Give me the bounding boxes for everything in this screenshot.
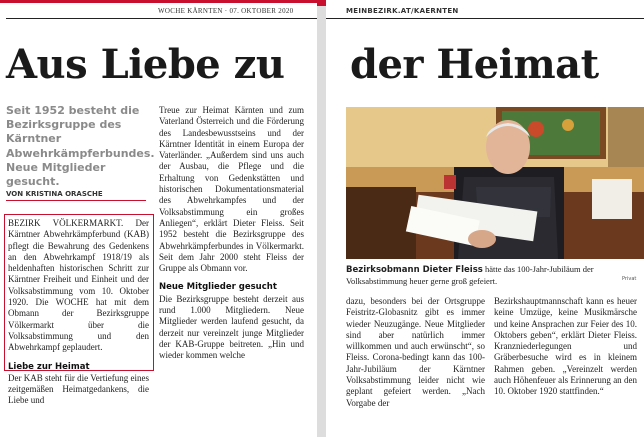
column-2-paragraph-1: Treue zur Heimat Kärnten und zum Vaterland Österreich und die Förderung des Landesbewusstseins und der Kärntner Identität in einem Europa der Vaterländer. „Außerdem sind uns auch der Ausbau, die Pflege und die Erhaltung von Gedenkstätten und historischen Dokumentationsmaterial des Abwehrkampfes und der Volksabstimmung ein großes Anliegen“, erklärt Dieter Fleiss. Seit 1952 besteht die Bezirksgruppe des Abwehrkämpferbundes in Völkermarkt. Seit dem Jahr 2000 steht Fleiss der Gruppe als Obmann vor. (159, 105, 304, 274)
column-2 (159, 105, 304, 362)
column-3-paragraph-1: dazu, besonders bei der Ortsgruppe Feistritz-Globasnitz gibt es immer wieder Neuzugänge. Neue Mitglieder sind aber natürlich immer willkommen und auch erwünscht“, so Fleiss. Corona-bedingt kann das 100-Jahr-Jubiläum der Kärntner Volksabstimmung leider nicht wie geplant gefeiert werden. „Nach Vorgabe der (346, 296, 485, 408)
page-gutter (317, 0, 326, 437)
photo-dieter-fleiss (346, 107, 644, 259)
column-4 (494, 296, 637, 398)
headline-right: der Heimat (350, 41, 599, 88)
photo-credit: Privat (622, 276, 637, 282)
column-2-paragraph-2: Die Bezirksgruppe besteht derzeit aus rund 1.000 Mitgliedern. Neue Mitglieder werden laufend gesucht, da derzeit nur vereinzelt junge Mitglieder der KAB-Gruppe beitreten. „Hin und wieder kommen welche (159, 293, 304, 361)
caption-text: hätte das 100-Jahr-Jubiläum der Volksabstimmung heuer gerne groß gefeiert. (346, 264, 594, 286)
right-page (326, 0, 644, 437)
column-1 (8, 218, 149, 407)
column-1-paragraph-2: Der KAB steht für die Vertiefung eines zeitgemäßen Heimatgedankens, die Liebe und (8, 372, 149, 406)
column-3 (346, 296, 485, 409)
lead-paragraph: Seit 1952 besteht die Bezirksgruppe des Kärntner Abwehrkämpferbundes. Neue Mitglieder gesucht. (6, 104, 155, 189)
subhead-neue-mitglieder: Neue Mitglieder gesucht (159, 282, 277, 293)
photo-caption (346, 264, 620, 287)
header-rule-right (326, 18, 644, 19)
column-4-paragraph-1: Bezirkshauptmannschaft kann es heuer keine Umzüge, keine Musikmärsche und keine Ansprachen zur Feier des 10. Oktobers geben“, erklärt Dieter Fleiss. Kranzniederlegungen und Gräberbesuche wird es in kleinem Rahmen geben. „Vereinzelt werden auch Höhenfeuer als Erinnerung an den 10. Oktober 1920 stattfinden.“ (494, 296, 637, 397)
gutter-red-tab (317, 0, 326, 6)
caption-name: Bezirksobmann Dieter Fleiss (346, 265, 483, 275)
column-1-paragraph-1: BEZIRK VÖLKERMARKT. Der Kärntner Abwehrkämpferbund (KAB) pflegt die Bewahrung des Gedenkens an den Abwehrkampf 1918/19 als heldenhaften historischen Schritt zur Kärntner Freiheit und Einheit und der Volksabstimmung vom 10. Oktober 1920. Die WOCHE hat mit dem Obmann der Bezirksgruppe Völkermarkt über die Volksabstimmung und den Abwehrkampf geplaudert. (8, 218, 149, 353)
author-byline: VON KRISTINA ORASCHE (6, 190, 146, 201)
running-head-left: WOCHE KÄRNTEN · 07. OKTOBER 2020 (158, 7, 294, 15)
photo-illustration (346, 107, 644, 259)
headline-left: Aus Liebe zu (6, 41, 285, 88)
top-red-rule (0, 0, 317, 3)
subhead-liebe-zur-heimat: Liebe zur Heimat (8, 361, 90, 372)
running-head-right: MEINBEZIRK.AT/KAERNTEN (346, 7, 459, 15)
header-rule-left (6, 18, 317, 19)
left-page (0, 0, 317, 437)
